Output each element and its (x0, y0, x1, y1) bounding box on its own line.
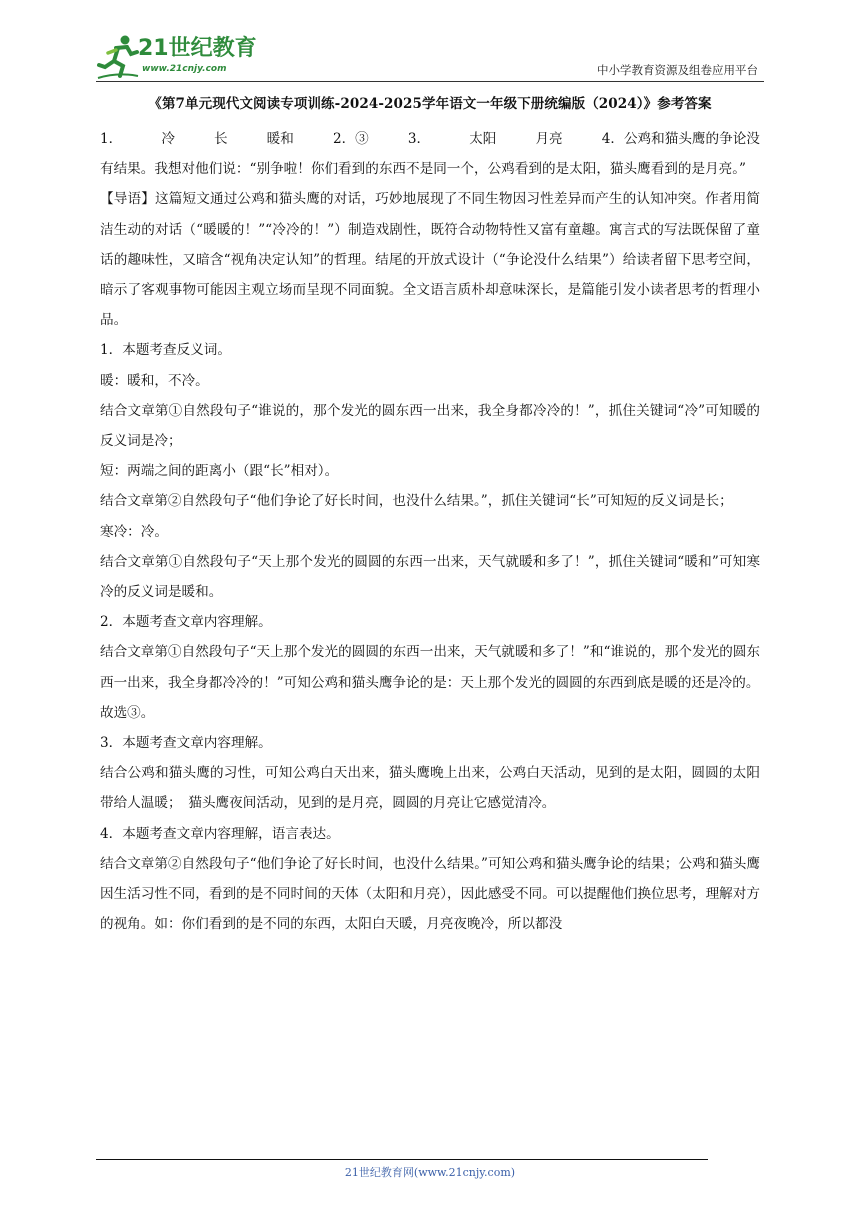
answer-part: 月亮 (535, 131, 563, 147)
answer-part: 1． (100, 131, 123, 147)
paragraph: 暖：暖和，不冷。 (100, 372, 209, 389)
footer-divider (96, 1159, 708, 1160)
paragraph: 故选③。 (100, 704, 155, 721)
paragraph: 结合文章第②自然段句子“他们争论了好长时间，也没什么结果。”可知公鸡和猫头鹰争论的结果；公鸡和猫头鹰因生活习性不同，看到的是不同时间的天体（太阳和月亮），因此感受不同。可以提醒他们换位思考，理解对方的视角。如：你们看到的是不同的东西，太阳白天暖，月亮夜晚冷，所以都没 (100, 855, 760, 933)
paragraph: 2．本题考查文章内容理解。 (100, 614, 272, 631)
paragraph: 1．本题考查反义词。 (100, 342, 231, 359)
paragraph: 【导语】这篇短文通过公鸡和猫头鹰的对话，巧妙地展现了不同生物因习性差异而产生的认知冲突。作者用简洁生动的对话（“暖暖的！”“冷冷的！”）制造戏剧性，既符合动物特性又富有童趣。寓言式的写法既保留了童话的趣味性，又暗含“视角决定认知”的哲理。结尾的开放式设计（“争论没什么结果”）给读者留下思考空间，暗示了客观事物可能因主观立场而呈现不同面貌。全文语言质朴却意味深长，是篇能引发小读者思考的哲理小品。 (100, 191, 760, 329)
page-header (96, 28, 764, 82)
header-divider (96, 81, 764, 82)
answer-part: 2．③ (332, 131, 369, 147)
site-logo[interactable] (96, 34, 266, 80)
paragraph: 3．本题考查文章内容理解。 (100, 735, 272, 752)
logo-text: 21世纪教育 (138, 36, 257, 61)
paragraph: 短：两端之间的距离小（跟“长”相对）。 (100, 463, 339, 480)
answer-summary-line (100, 124, 760, 154)
paragraph: 结合公鸡和猫头鹰的习性，可知公鸡白天出来，猫头鹰晚上出来，公鸡白天活动，见到的是太阳，圆圆的太阳带给人温暖； 猫头鹰夜间活动，见到的是月亮，圆圆的月亮让它感觉清冷。 (100, 765, 760, 812)
answer-part: 长 (214, 131, 228, 147)
platform-label: 中小学教育资源及组卷应用平台 (597, 63, 758, 77)
answer-part: 冷 (161, 131, 175, 147)
running-figure-icon (96, 34, 140, 80)
paragraph: 有结果。我想对他们说：“别争啦！你们看到的东西不是同一个，公鸡看到的是太阳，猫头鹰看到的是月亮。” (100, 161, 747, 178)
paragraph: 结合文章第①自然段句子“谁说的，那个发光的圆东西一出来，我全身都冷冷的！”，抓住关键词“冷”可知暖的反义词是冷； (100, 402, 760, 450)
logo-url: www.21cnjy.com (142, 64, 227, 74)
answer-part: 3． (407, 131, 431, 147)
page-title: 《第7单元现代文阅读专项训练-2024-2025学年语文一年级下册统编版（2024）》参考答案 (148, 96, 712, 112)
answer-part: 太阳 (469, 131, 497, 147)
paragraph: 结合文章第②自然段句子“他们争论了好长时间，也没什么结果。”，抓住关键词“长”可知短的反义词是长； (100, 493, 733, 510)
answer-part: 暖和 (266, 131, 294, 147)
answer-part: 4．公鸡和猫头鹰的争论没 (601, 131, 760, 147)
paragraph: 寒冷：冷。 (100, 523, 168, 540)
paragraph: 结合文章第①自然段句子“天上那个发光的圆圆的东西一出来，天气就暖和多了！”，抓住关键词“暖和”可知寒冷的反义词是暖和。 (100, 553, 760, 601)
answer-content (100, 124, 760, 939)
paragraph: 结合文章第①自然段句子“天上那个发光的圆圆的东西一出来，天气就暖和多了！”和“谁说的，那个发光的圆东西一出来，我全身都冷冷的！”可知公鸡和猫头鹰争论的是：天上那个发光的圆圆的东西到底是暖的还是冷的。 (100, 644, 760, 691)
paragraph: 4．本题考查文章内容理解，语言表达。 (100, 825, 340, 842)
footer-link[interactable]: 21世纪教育网(www.21cnjy.com) (344, 1166, 516, 1179)
